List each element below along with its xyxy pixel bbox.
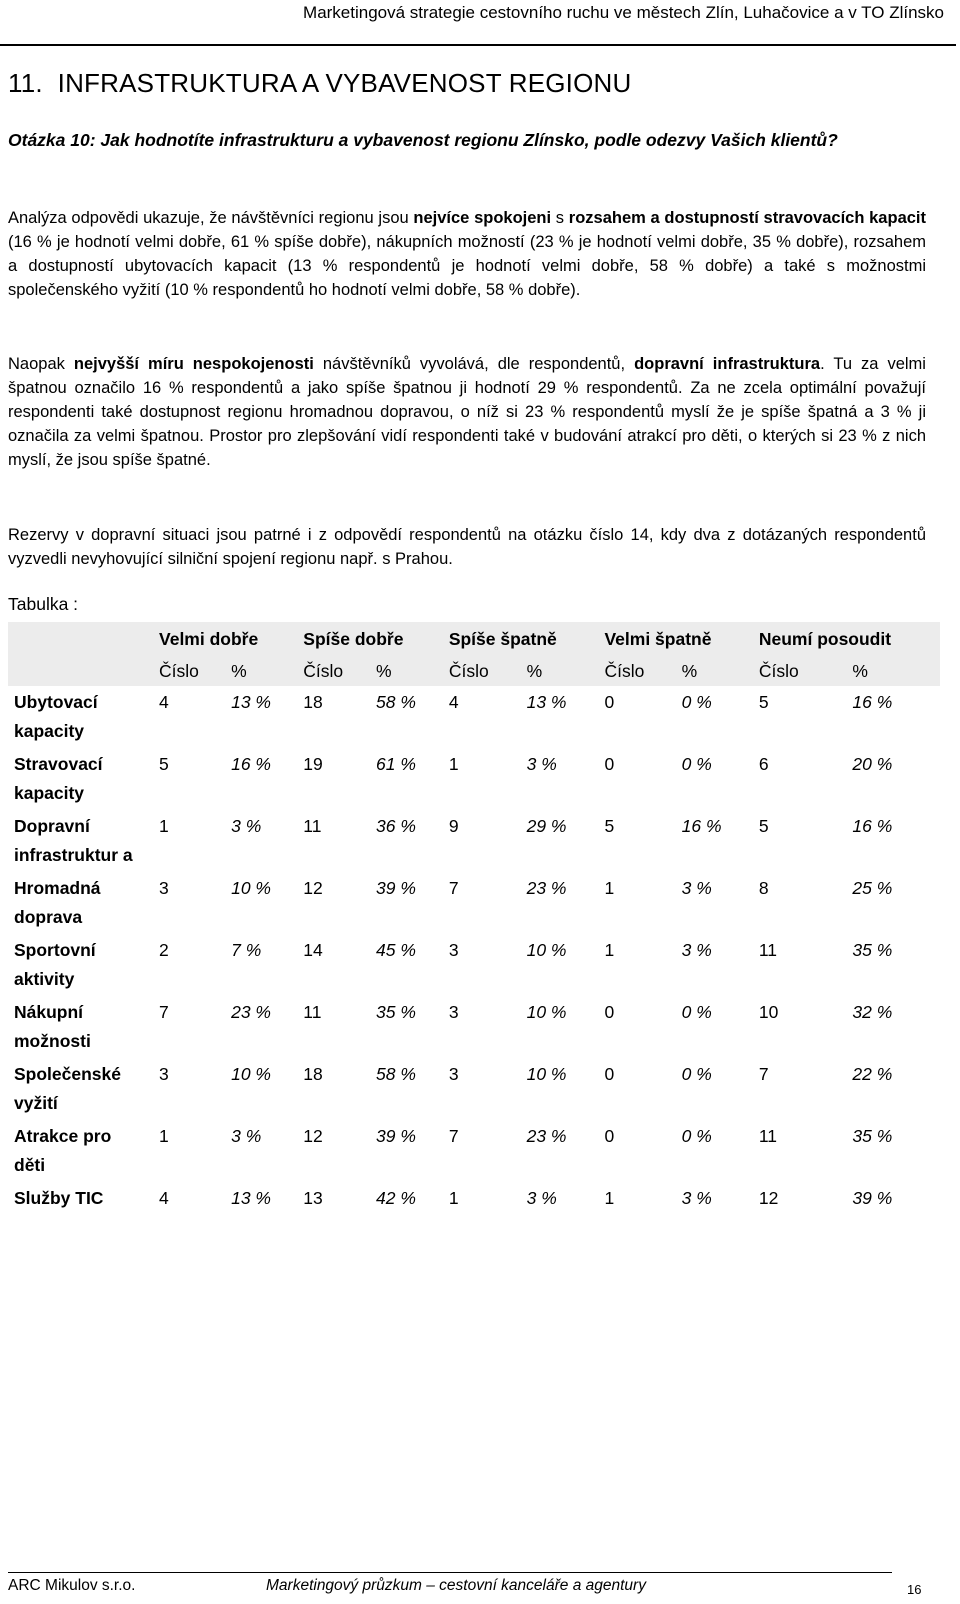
table-row: [8, 1058, 940, 1120]
count-cell: 12: [758, 1188, 779, 1208]
count-cell: 4: [448, 692, 459, 712]
count-cell: 7: [448, 878, 459, 898]
count-cell: 0: [604, 692, 615, 712]
count-cell: 7: [159, 1002, 169, 1022]
count-cell: 1: [159, 1126, 169, 1146]
table-row: [8, 686, 940, 748]
count-cell: 11: [303, 816, 322, 836]
percent-cell: 13 %: [231, 1188, 271, 1208]
header-velmi-dobre: Velmi dobře: [153, 622, 297, 654]
percent-cell: 16 %: [231, 754, 271, 774]
paragraph-2-text-a: Naopak: [8, 355, 74, 373]
count-cell: 19: [303, 754, 323, 774]
count-cell: 1: [159, 816, 169, 836]
count-cell: 1: [448, 754, 459, 774]
percent-cell: 10 %: [526, 940, 567, 960]
results-table: [8, 622, 940, 1215]
table-caption: Tabulka :: [8, 594, 79, 614]
percent-cell: 0 %: [681, 1002, 712, 1022]
count-cell: 12: [303, 878, 323, 898]
subheader-empty-cell: [8, 654, 153, 686]
count-cell: 5: [604, 816, 615, 836]
percent-cell: 25 %: [852, 878, 893, 898]
paragraph-1-text-b: s: [551, 209, 569, 227]
count-cell: 0: [604, 1126, 615, 1146]
paragraph-3: Rezervy v dopravní situaci jsou patrné i z odpovědí respondentů na otázku číslo 14, kdy dva z dotázaných respondentů vyzvedli nevyhovující silniční spojení regionu např. s Prahou.: [8, 526, 926, 568]
percent-cell: 16 %: [852, 692, 893, 712]
percent-cell: 3 %: [231, 1126, 262, 1146]
paragraph-1-text-a: Analýza odpovědi ukazuje, že návštěvníci regionu jsou: [8, 209, 414, 227]
subheader-number: Číslo: [297, 654, 370, 686]
count-cell: 5: [159, 754, 169, 774]
percent-cell: 42 %: [376, 1188, 416, 1208]
table-header-row: [8, 622, 940, 654]
percent-cell: 10 %: [231, 878, 271, 898]
percent-cell: 29 %: [526, 816, 567, 836]
percent-cell: 0 %: [681, 692, 712, 712]
count-cell: 5: [758, 692, 769, 712]
percent-cell: 23 %: [231, 1002, 271, 1022]
footer-company: ARC Mikulov s.r.o.: [8, 1577, 136, 1594]
subheader-percent: %: [225, 654, 297, 686]
table-subheader-row: [8, 654, 940, 686]
percent-cell: 3 %: [526, 754, 557, 774]
footer-divider: [8, 1572, 892, 1573]
table-row: [8, 1182, 940, 1215]
count-cell: 14: [303, 940, 323, 960]
table-row: [8, 810, 940, 872]
table-row: [8, 996, 940, 1058]
count-cell: 4: [159, 692, 169, 712]
row-label: Stravovací kapacity: [14, 754, 103, 803]
table-row: [8, 934, 940, 996]
table-corner-cell: [8, 622, 153, 654]
subheader-number: Číslo: [153, 654, 225, 686]
paragraph-2-text-c: . Tu za velmi špatnou označilo 16 % respondentů a jako spíše špatnou ji hodnotí 29 % respondentů. Za ne zcela optimální považují respondenti také dostupnost regionu hromadnou dopravou, o níž si 23 % respondentů myslí že je spíše špatná a 3 % ji označila za velmi špatnou. Prostor pro zlepšování vidí respondenti také v budování atrakcí pro děti, o kterých si 23 % z nich myslí, že jsou spíše špatné.: [8, 355, 926, 469]
percent-cell: 3 %: [526, 1188, 557, 1208]
count-cell: 18: [303, 1064, 323, 1084]
subheader-percent: %: [846, 654, 940, 686]
page-header: [0, 0, 956, 46]
percent-cell: 0 %: [681, 1064, 712, 1084]
count-cell: 12: [303, 1126, 323, 1146]
count-cell: 4: [159, 1188, 169, 1208]
header-neumi-posoudit: Neumí posoudit: [753, 622, 940, 654]
percent-cell: 3 %: [231, 816, 262, 836]
percent-cell: 23 %: [526, 1126, 567, 1146]
count-cell: 6: [758, 754, 769, 774]
paragraph-2-text-b: návštěvníků vyvolává, dle respondentů,: [313, 355, 635, 373]
paragraph-1: [8, 206, 926, 302]
count-cell: 5: [758, 816, 769, 836]
count-cell: 8: [758, 878, 769, 898]
percent-cell: 45 %: [376, 940, 416, 960]
subheader-percent: %: [370, 654, 443, 686]
percent-cell: 22 %: [852, 1064, 893, 1084]
subheader-number: Číslo: [598, 654, 675, 686]
count-cell: 3: [448, 1002, 459, 1022]
row-label: Dopravní infrastruktur a: [14, 816, 133, 865]
count-cell: 0: [604, 1002, 615, 1022]
count-cell: 7: [758, 1064, 769, 1084]
percent-cell: 20 %: [852, 754, 893, 774]
percent-cell: 3 %: [681, 940, 712, 960]
percent-cell: 39 %: [852, 1188, 893, 1208]
percent-cell: 7 %: [231, 940, 262, 960]
percent-cell: 10 %: [526, 1064, 567, 1084]
paragraph-2: [8, 352, 926, 472]
row-label: Společenské vyžití: [14, 1064, 121, 1113]
percent-cell: 39 %: [376, 878, 416, 898]
page-number: 16: [907, 1582, 922, 1597]
percent-cell: 58 %: [376, 1064, 416, 1084]
percent-cell: 13 %: [231, 692, 271, 712]
count-cell: 11: [758, 940, 778, 960]
percent-cell: 0 %: [681, 1126, 712, 1146]
table-row: [8, 748, 940, 810]
percent-cell: 10 %: [526, 1002, 567, 1022]
percent-cell: 32 %: [852, 1002, 893, 1022]
count-cell: 11: [303, 1002, 322, 1022]
count-cell: 7: [448, 1126, 459, 1146]
count-cell: 9: [448, 816, 459, 836]
count-cell: 13: [303, 1188, 323, 1208]
section-title: 11. INFRASTRUKTURA A VYBAVENOST REGIONU: [8, 68, 632, 98]
subheader-percent: %: [521, 654, 599, 686]
count-cell: 11: [758, 1126, 778, 1146]
count-cell: 3: [448, 1064, 459, 1084]
count-cell: 1: [604, 1188, 615, 1208]
percent-cell: 36 %: [376, 816, 416, 836]
percent-cell: 10 %: [231, 1064, 271, 1084]
row-label: Nákupní možnosti: [14, 1002, 91, 1051]
table-row: [8, 872, 940, 934]
table-row: [8, 1120, 940, 1182]
count-cell: 3: [159, 878, 169, 898]
percent-cell: 16 %: [852, 816, 893, 836]
subheader-percent: %: [676, 654, 753, 686]
subheader-number: Číslo: [753, 654, 847, 686]
count-cell: 0: [604, 1064, 615, 1084]
percent-cell: 16 %: [681, 816, 722, 836]
header-spise-spatne: Spíše špatně: [443, 622, 599, 654]
percent-cell: 3 %: [681, 878, 712, 898]
paragraph-2-bold-a: nejvyšší míru nespokojenosti: [73, 355, 314, 373]
count-cell: 18: [303, 692, 323, 712]
subheader-number: Číslo: [443, 654, 521, 686]
percent-cell: 35 %: [376, 1002, 416, 1022]
percent-cell: 13 %: [526, 692, 567, 712]
percent-cell: 3 %: [681, 1188, 712, 1208]
footer-subtitle: Marketingový průzkum – cestovní kanceláře a agentury: [266, 1577, 646, 1594]
row-label: Sportovní aktivity: [14, 940, 96, 989]
count-cell: 3: [448, 940, 459, 960]
header-spise-dobre: Spíše dobře: [297, 622, 443, 654]
paragraph-1-bold-b: rozsahem a dostupností stravovacích kapacit: [568, 209, 926, 227]
percent-cell: 35 %: [852, 1126, 893, 1146]
row-label: Ubytovací kapacity: [14, 692, 98, 741]
paragraph-1-text-c: (16 % je hodnotí velmi dobře, 61 % spíše dobře), nákupních možností (23 % je hodnotí velmi dobře, 35 % dobře), rozsahem a dostupností ubytovacích kapacit (13 % respondentů je hodnotí velmi dobře, 58 % dobře) a také s možnostmi společenského vyžití (10 % respondentů ho hodnotí velmi dobře, 58 % dobře).: [8, 233, 926, 299]
row-label: Hromadná doprava: [14, 878, 101, 927]
percent-cell: 58 %: [376, 692, 416, 712]
paragraph-2-bold-b: dopravní infrastruktura: [634, 355, 821, 373]
percent-cell: 23 %: [526, 878, 567, 898]
percent-cell: 39 %: [376, 1126, 416, 1146]
count-cell: 1: [604, 878, 615, 898]
row-label: Služby TIC: [14, 1188, 104, 1208]
count-cell: 10: [758, 1002, 779, 1022]
count-cell: 1: [604, 940, 615, 960]
question-text: Otázka 10: Jak hodnotíte infrastrukturu a vybavenost regionu Zlínsko, podle odezvy Vašich klientů?: [8, 130, 838, 150]
paragraph-1-bold-a: nejvíce spokojeni: [413, 209, 552, 227]
count-cell: 2: [159, 940, 169, 960]
count-cell: 1: [448, 1188, 459, 1208]
row-label: Atrakce pro děti: [14, 1126, 112, 1175]
percent-cell: 35 %: [852, 940, 893, 960]
header-title: Marketingová strategie cestovního ruchu ve městech Zlín, Luhačovice a v TO Zlínsko: [303, 3, 944, 22]
percent-cell: 0 %: [681, 754, 712, 774]
percent-cell: 61 %: [376, 754, 416, 774]
count-cell: 0: [604, 754, 615, 774]
header-velmi-spatne: Velmi špatně: [598, 622, 752, 654]
count-cell: 3: [159, 1064, 169, 1084]
